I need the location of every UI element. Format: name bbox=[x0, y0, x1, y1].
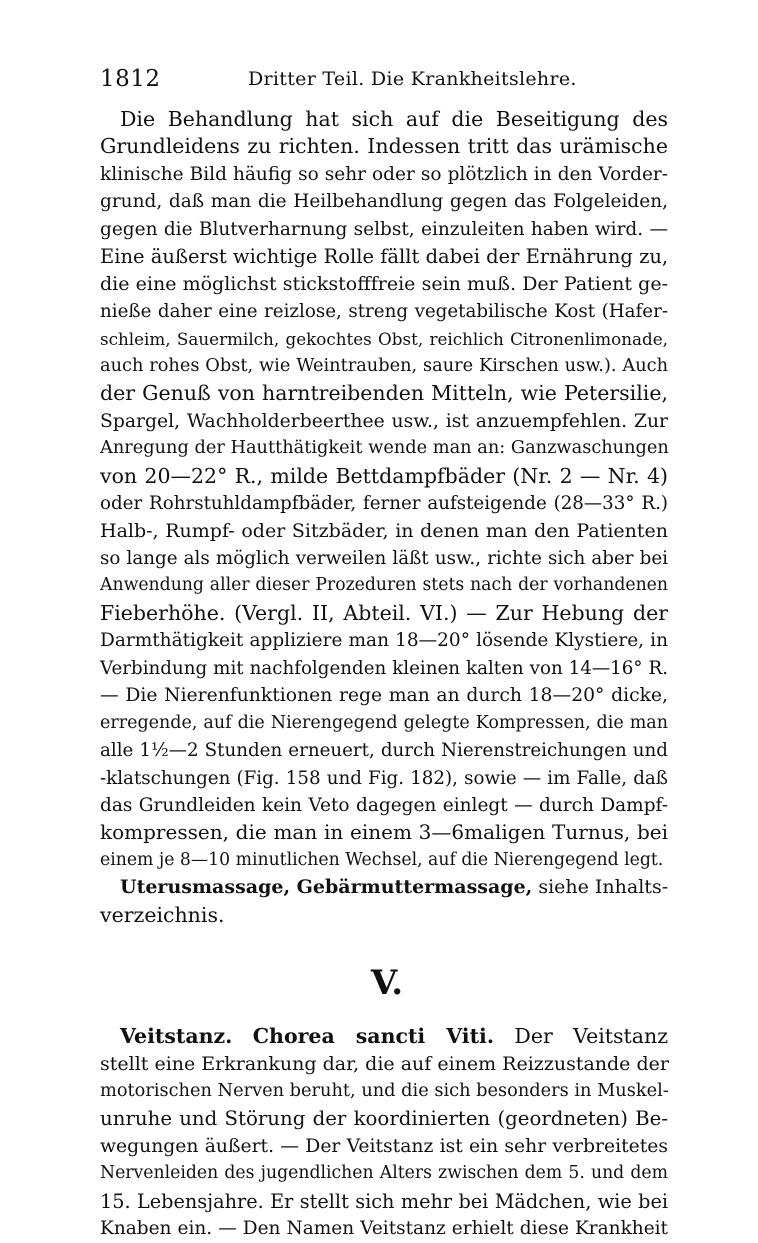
text-line: nieße daher eine reizlose, streng vegetabilische Kost (Hafer- bbox=[100, 301, 668, 323]
text-line: motorischen Nerven beruht, und die sich besonders in Muskel- bbox=[100, 1081, 669, 1101]
cross-reference-pointer: siehe Inhalts- bbox=[538, 876, 669, 899]
text-line: die eine möglichst stickstofffreie sein muß. Der Patient ge- bbox=[100, 272, 668, 295]
text-line: 15. Lebensjahre. Er stellt sich mehr bei Mädchen, wie bei bbox=[100, 1189, 668, 1213]
text-line: Knaben ein. — Den Namen Veitstanz erhielt diese Krankheit bbox=[100, 1218, 668, 1240]
text-line: gegen die Blutverharnung selbst, einzuleiten haben wird. — bbox=[100, 218, 668, 240]
text-line: — Die Nierenfunktionen rege man an durch 18—20° dicke, bbox=[100, 685, 668, 707]
text-line: von 20—22° R., milde Bettdampfbäder (Nr. 2 — Nr. 4) bbox=[100, 463, 668, 488]
entry-text-start: Der Veitstanz bbox=[514, 1024, 668, 1049]
cross-reference-term: Uterusmassage, Gebärmuttermassage, bbox=[120, 876, 533, 899]
spacer bbox=[100, 1009, 668, 1023]
text-line: grund, daß man die Heilbehandlung gegen das Folgeleiden, bbox=[100, 191, 668, 213]
spacer bbox=[100, 929, 668, 957]
text-line: Die Behandlung hat sich auf die Beseitigung des bbox=[120, 107, 668, 131]
page-number: 1812 bbox=[100, 66, 161, 92]
text-line: Verbindung mit nachfolgenden kleinen kalten von 14—16° R. bbox=[100, 657, 668, 679]
text-line: einem je 8—10 minutlichen Wechsel, auf die Nierengegend legt. bbox=[100, 849, 664, 870]
body-text bbox=[100, 106, 668, 1243]
text-line: Grundleidens zu richten. Indessen tritt das urämische bbox=[100, 134, 668, 159]
text-line: verzeichnis. bbox=[100, 902, 225, 927]
text-line: der Genuß von harntreibenden Mitteln, wie Petersilie, bbox=[100, 381, 668, 406]
text-line: alle 1½—2 Stunden erneuert, durch Nierenstreichungen und bbox=[100, 740, 668, 762]
text-line: Fieberhöhe. (Vergl. II, Abteil. VI.) — Zur Hebung der bbox=[100, 600, 668, 625]
text-line: Anwendung aller dieser Prozeduren stets nach der vorhandenen bbox=[100, 575, 668, 596]
entry-veitstanz bbox=[100, 1023, 668, 1243]
text-line: wegungen äußert. — Der Veitstanz ist ein sehr verbreitetes bbox=[100, 1135, 668, 1157]
text-line: Eine äußerst wichtige Rolle fällt dabei der Ernährung zu, bbox=[100, 245, 669, 269]
section-letter-heading: V. bbox=[370, 963, 404, 1004]
text-line: stellt eine Erkrankung dar, die auf einem Reizzustande der bbox=[100, 1052, 669, 1075]
entry-first-line bbox=[100, 1023, 668, 1050]
cross-reference-line bbox=[100, 874, 668, 901]
text-line: Darmthätigkeit appliziere man 18—20° lösende Klystiere, in bbox=[100, 630, 668, 652]
text-line: Nervenleiden des jugendlichen Alters zwischen dem 5. und dem bbox=[100, 1163, 668, 1184]
text-line: erregende, auf die Nierengegend gelegte Kompressen, die man bbox=[100, 712, 668, 733]
text-line: oder Rohrstuhldampfbäder, ferner aufsteigende (28—33° R.) bbox=[100, 493, 668, 515]
text-line: unruhe und Störung der koordinierten (geordneten) Be- bbox=[100, 1107, 668, 1131]
entry-headword: Veitstanz. bbox=[120, 1024, 233, 1049]
text-line: kompressen, die man in einem 3—6maligen Turnus, bei bbox=[100, 820, 668, 845]
running-title: Dritter Teil. Die Krankheitslehre. bbox=[248, 68, 577, 90]
text-line: Halb-, Rumpf- oder Sitzbäder, in denen man den Patienten bbox=[100, 519, 668, 542]
text-line: das Grundleiden kein Veto dagegen einlegt — durch Dampf- bbox=[100, 794, 668, 816]
text-line: schleim, Sauermilch, gekochtes Obst, reichlich Citronenlimonade, bbox=[100, 328, 668, 349]
page-header bbox=[100, 64, 660, 96]
text-line: -klatschungen (Fig. 158 und Fig. 182), sowie — im Falle, daß bbox=[100, 767, 668, 789]
text-line: Anregung der Hautthätigkeit wende man an: Ganzwaschungen bbox=[100, 438, 669, 459]
cross-reference bbox=[100, 874, 668, 929]
text-line: so lange als möglich verweilen läßt usw., richte sich aber bei bbox=[100, 548, 668, 569]
paragraph-treatment bbox=[100, 106, 668, 874]
text-line: Spargel, Wachholderbeerthee usw., ist anzuempfehlen. Zur bbox=[100, 410, 668, 432]
entry-latin-name: Chorea sancti Viti. bbox=[252, 1024, 494, 1049]
text-line: klinische Bild häufig so sehr oder so plötzlich in den Vorder- bbox=[100, 163, 668, 185]
text-line: auch rohes Obst, wie Weintrauben, saure Kirschen usw.). Auch bbox=[100, 355, 668, 376]
